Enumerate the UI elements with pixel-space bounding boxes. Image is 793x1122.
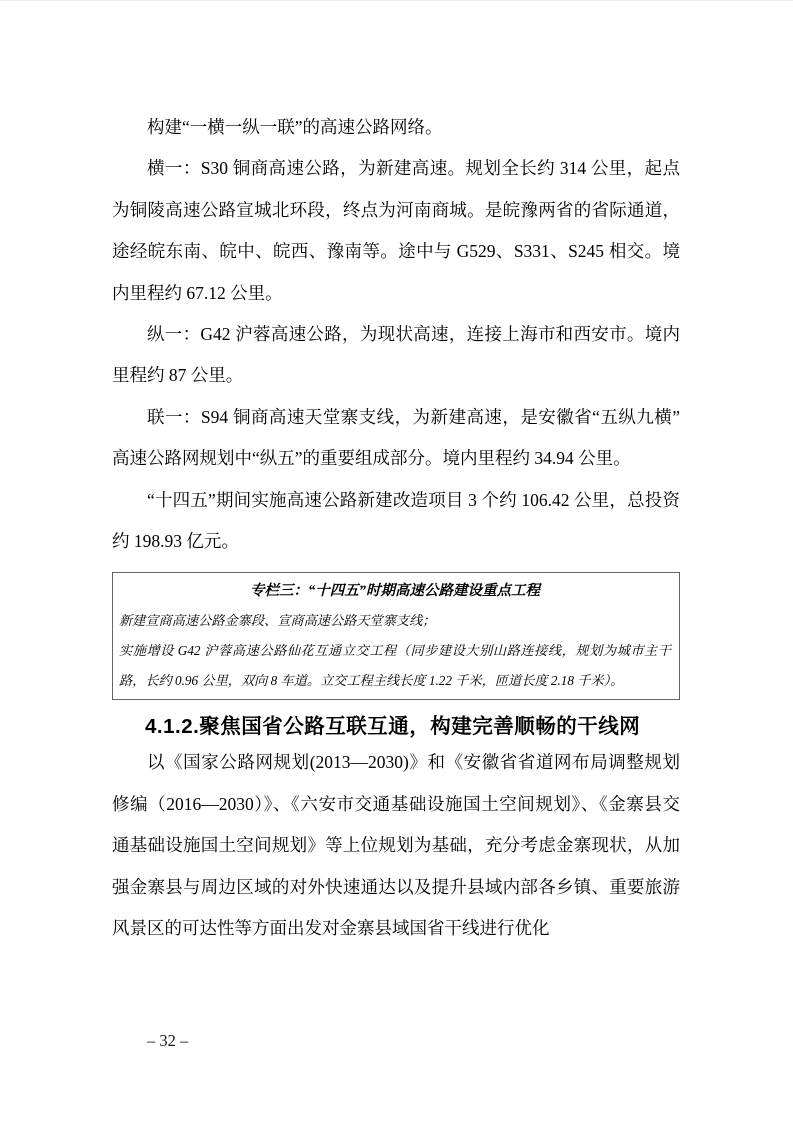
callout-box-line: 实施增设 G42 沪蓉高速公路仙花互通立交工程（同步建设大别山路连接线，规划为城市主干路，长约 0.96 公里，双向 8 车道。立交工程主线长度 1.22 千米，匝道长度 2.18 千米）。: [119, 643, 671, 689]
body-paragraph-lian-1: 联一：S94 铜商高速天堂寨支线，为新建高速，是安徽省“五纵九横”高速公路网规划中“纵五”的重要组成部分。境内里程约 34.94 公里。: [112, 406, 680, 469]
page-number: – 32 –: [147, 1031, 189, 1050]
body-paragraph-investment: “十四五”期间实施高速公路新建改造项目 3 个约 106.42 公里，总投资约 198.93 亿元。: [112, 489, 680, 552]
body-paragraph-section-4-1-2: 以《国家公路网规划(2013—2030)》和《安徽省省道网布局调整规划修编（2016—2030）》、《六安市交通基础设施国土空间规划》、《金寨县交通基础设施国土空间规划》等上位规划为基础，充分考虑金寨现状，从加强金寨县与周边区域的对外快速通达以及提升县域内部各乡镇、重要旅游风景区的可达性等方面出发对金寨县域国省干线进行优化: [112, 752, 680, 939]
section-heading-4-1-2: 4.1.2.聚焦国省公路互联互通，构建完善顺畅的干线网: [145, 715, 641, 739]
callout-box-title: 专栏三：“十四五”时期高速公路建设重点工程: [250, 583, 540, 600]
page-content: [112, 107, 680, 950]
callout-box-key-projects: [112, 572, 680, 700]
callout-box-line: 新建宣商高速公路金寨段、宣商高速公路天堂寨支线；: [119, 613, 436, 629]
body-paragraph-network-intro: 构建“一横一纵一联”的高速公路网络。: [147, 117, 443, 137]
body-paragraph-heng-1: 横一：S30 铜商高速公路，为新建高速。规划全长约 314 公里，起点为铜陵高速公路宣城北环段，终点为河南商城。是皖豫两省的省际通道，途经皖东南、皖中、皖西、豫南等。途中与 G529、S331、S245 相交。境内里程约 67.12 公里。: [112, 158, 680, 303]
body-paragraph-zong-1: 纵一：G42 沪蓉高速公路，为现状高速，连接上海市和西安市。境内里程约 87 公里。: [112, 324, 680, 386]
